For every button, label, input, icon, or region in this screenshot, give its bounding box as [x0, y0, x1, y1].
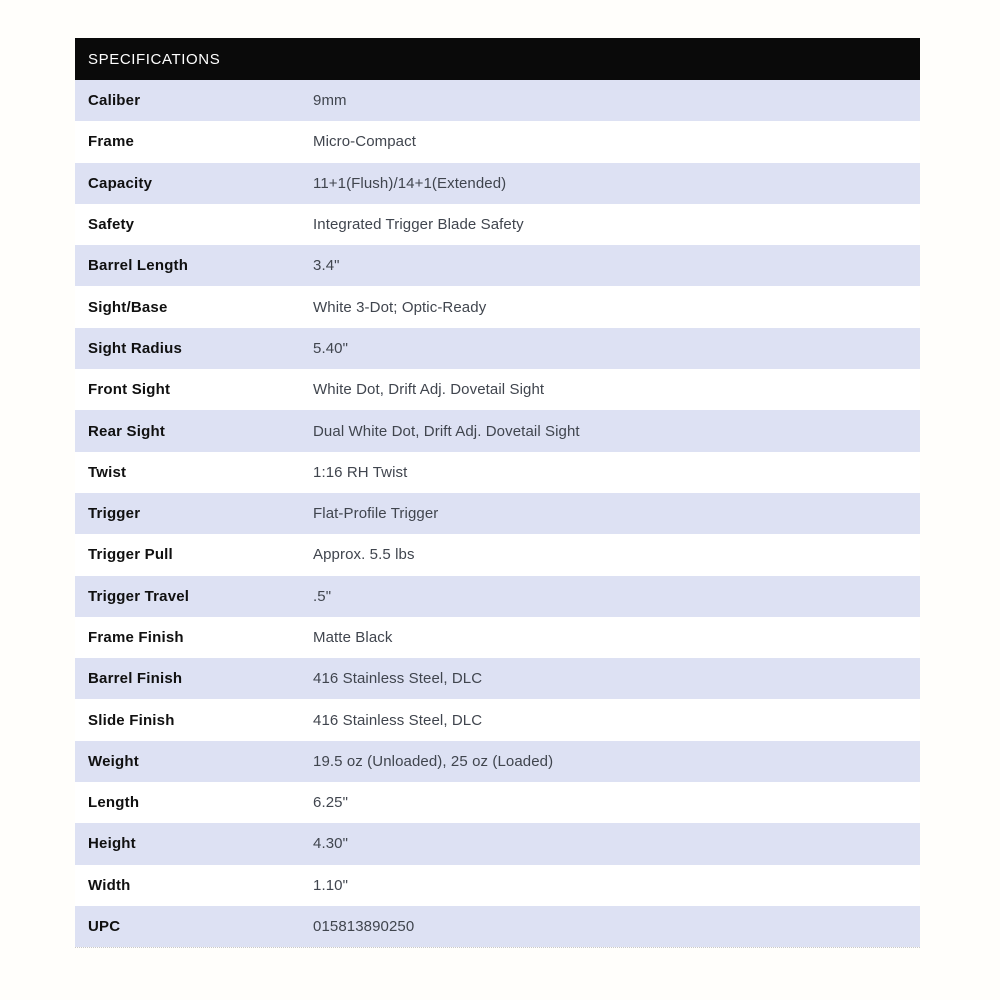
spec-value: Flat-Profile Trigger [313, 505, 439, 523]
spec-value: 5.40" [313, 339, 349, 357]
spec-label: Height [88, 835, 136, 853]
spec-value: 416 Stainless Steel, DLC [313, 670, 483, 688]
spec-label: Barrel Finish [88, 670, 183, 688]
table-row [75, 163, 920, 204]
table-row [75, 204, 920, 245]
spec-value: Matte Black [313, 629, 393, 646]
table-row [75, 245, 920, 286]
table-row [75, 865, 920, 906]
spec-value: Approx. 5.5 lbs [313, 546, 415, 564]
table-row [75, 328, 920, 369]
table-row [75, 782, 920, 823]
table-row [75, 121, 920, 162]
spec-value: .5" [313, 587, 332, 605]
table-row [75, 493, 920, 534]
spec-value: 19.5 oz (Unloaded), 25 oz (Loaded) [313, 752, 554, 770]
spec-value: White Dot, Drift Adj. Dovetail Sight [313, 381, 545, 399]
table-row [75, 410, 920, 451]
spec-label: Frame Finish [88, 629, 184, 646]
table-body [75, 80, 920, 948]
spec-label: Safety [88, 216, 135, 234]
spec-label: Weight [88, 752, 139, 770]
spec-value: 6.25" [313, 794, 349, 812]
spec-value: 015813890250 [313, 918, 415, 936]
table-row [75, 658, 920, 699]
spec-label: Trigger Pull [88, 546, 173, 564]
spec-label: Twist [88, 463, 127, 481]
spec-label: Slide Finish [88, 711, 175, 729]
spec-value: 1:16 RH Twist [313, 463, 408, 481]
spec-label: Trigger Travel [88, 587, 190, 605]
table-row [75, 823, 920, 864]
spec-value: White 3-Dot; Optic-Ready [313, 298, 487, 316]
spec-value: Integrated Trigger Blade Safety [313, 216, 524, 234]
spec-value: Dual White Dot, Drift Adj. Dovetail Sight [313, 422, 580, 440]
spec-label: Width [88, 876, 131, 894]
spec-label: Front Sight [88, 381, 171, 399]
table-title: SPECIFICATIONS [88, 50, 221, 68]
table-row [75, 369, 920, 410]
spec-label: Caliber [88, 92, 141, 110]
spec-value: 11+1(Flush)/14+1(Extended) [313, 174, 507, 192]
table-row [75, 534, 920, 575]
table-row [75, 452, 920, 493]
table-row [75, 80, 920, 121]
table-header [75, 38, 920, 80]
spec-label: Sight/Base [88, 298, 168, 316]
spec-label: Rear Sight [88, 422, 166, 440]
spec-label: Trigger [88, 505, 141, 523]
spec-value: 9mm [313, 92, 347, 110]
spec-label: UPC [88, 918, 121, 936]
specifications-table [75, 38, 920, 948]
table-row [75, 741, 920, 782]
spec-value: 416 Stainless Steel, DLC [313, 711, 483, 729]
spec-value: Micro-Compact [313, 133, 416, 151]
spec-value: 4.30" [313, 835, 349, 853]
table-row [75, 617, 920, 658]
spec-label: Frame [88, 133, 135, 151]
spec-label: Sight Radius [88, 339, 183, 357]
spec-label: Capacity [88, 174, 153, 192]
spec-value: 1.10" [313, 876, 349, 894]
spec-value: 3.4" [313, 257, 340, 275]
table-row [75, 699, 920, 740]
spec-label: Length [88, 794, 140, 812]
spec-label: Barrel Length [88, 257, 189, 275]
table-row [75, 906, 920, 947]
table-row [75, 576, 920, 617]
table-row [75, 286, 920, 327]
